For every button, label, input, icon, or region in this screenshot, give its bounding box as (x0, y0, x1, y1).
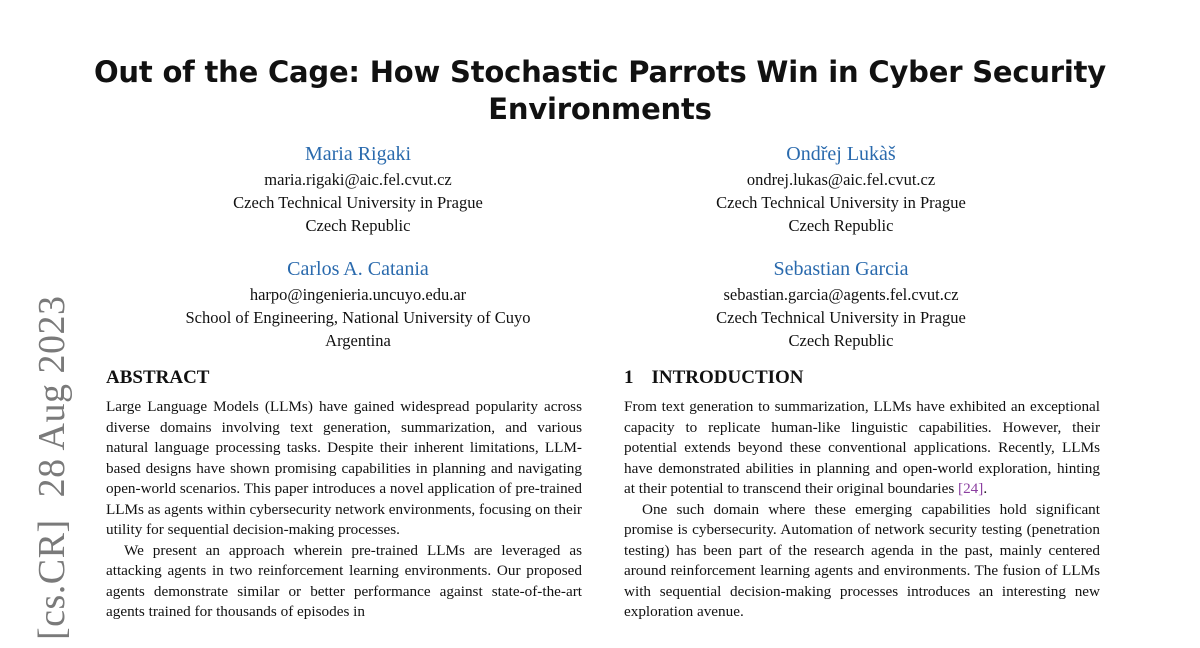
author-block (601, 141, 1081, 237)
abstract-paragraph: We present an approach wherein pre-trained LLMs are leveraged as attacking agents in two reinforcement learning environments. Our proposed agents demonstrate similar or better performance against state-of-the-art agents trained for thousands of episodes in (106, 541, 582, 620)
author-name[interactable]: Carlos A. Catania (287, 258, 429, 280)
arxiv-stamp (22, 295, 82, 640)
intro-text: From text generation to summarization, LLMs have exhibited an exceptional capacity to replicate human-like linguistic capabilities. However, their potential extends beyond these conventional applications. Recently, LLMs have demonstrated abilities in planning and open-world exploration, hinting at their potential to transcend their original boundaries (624, 398, 1100, 497)
section-number: 1 (624, 367, 634, 388)
author-affiliation: School of Engineering, National University of Cuyo (185, 308, 531, 327)
author-name[interactable]: Ondřej Lukàš (786, 143, 896, 165)
arxiv-date: 28 Aug 2023 (31, 295, 73, 498)
author-country: Czech Republic (788, 331, 894, 350)
author-email: sebastian.garcia@agents.fel.cvut.cz (723, 285, 959, 304)
author-email: maria.rigaki@aic.fel.cvut.cz (264, 170, 452, 189)
author-country: Czech Republic (305, 216, 411, 235)
abstract-heading: ABSTRACT (106, 367, 210, 388)
author-country: Czech Republic (788, 216, 894, 235)
author-email: ondrej.lukas@aic.fel.cvut.cz (746, 170, 936, 189)
section-title: INTRODUCTION (651, 367, 804, 388)
author-affiliation: Czech Technical University in Prague (716, 308, 966, 327)
author-block (118, 141, 598, 237)
author-affiliation: Czech Technical University in Prague (716, 193, 966, 212)
author-name[interactable]: Maria Rigaki (304, 143, 412, 165)
intro-paragraph (624, 397, 1100, 500)
intro-text: . (983, 480, 988, 497)
abstract-paragraph: Large Language Models (LLMs) have gained widespread popularity across diverse domains involving text generation, summarization, and various natural language processing tasks. Despite their inherent limitations, LLM-based designs have shown promising capabilities in planning and navigating open-world scenarios. This paper introduces a novel application of pre-trained LLMs as agents within cybersecurity network environments, focusing on their utility for sequential decision-making processes. (106, 398, 582, 538)
citation-link[interactable]: [24] (958, 480, 984, 497)
author-block (118, 256, 598, 352)
author-email: harpo@ingenieria.uncuyo.edu.ar (249, 285, 467, 304)
author-affiliation: Czech Technical University in Prague (233, 193, 483, 212)
introduction-heading (624, 366, 804, 390)
paper-title: Out of the Cage: How Stochastic Parrots Win in Cyber Security Environments (93, 55, 1106, 126)
author-name[interactable]: Sebastian Garcia (773, 258, 909, 280)
introduction-body (624, 397, 1100, 623)
abstract-body (106, 397, 582, 623)
author-country: Argentina (325, 331, 391, 350)
arxiv-category: [cs.CR] (31, 519, 73, 640)
author-block (601, 256, 1081, 352)
intro-paragraph: One such domain where these emerging capabilities hold significant promise is cybersecurity. Automation of network security testing (penetration testing) has been part of the research agenda in the past, mainly centered around reinforcement learning agents and environments. The fusion of LLMs with sequential decision-making processes introduces an interesting new exploration avenue. (624, 500, 1100, 620)
